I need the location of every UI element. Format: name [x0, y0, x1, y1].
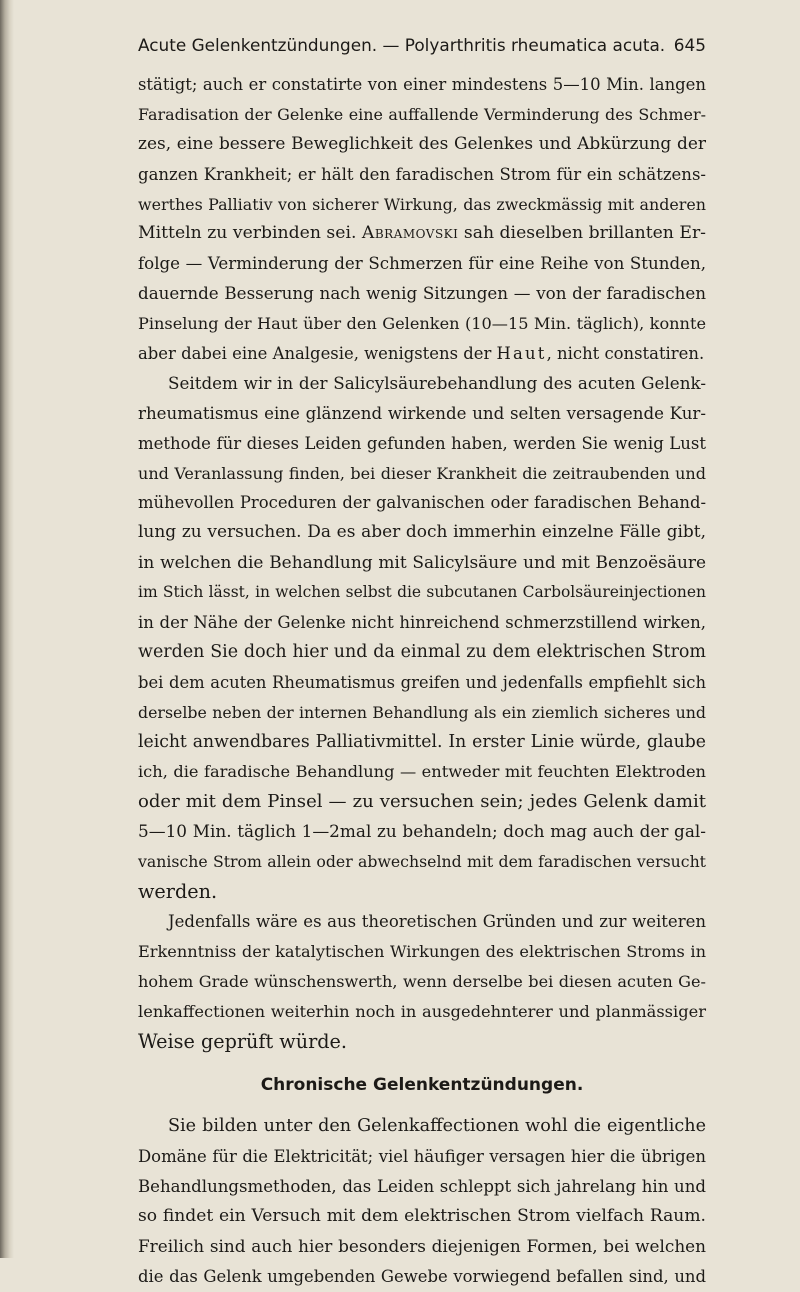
- text-line: in der Nähe der Gelenke nicht hinreichend schmerzstillend wirken,: [138, 613, 706, 633]
- text-line: Jedenfalls wäre es aus theoretischen Gründen und zur weiteren: [168, 911, 706, 931]
- text-line: oder mit dem Pinsel — zu versuchen sein; jedes Gelenk damit: [138, 791, 706, 813]
- text-line: stätigt; auch er constatirte von einer mindestens 5—10 Min. langen: [138, 75, 706, 94]
- text-line: in welchen die Behandlung mit Salicylsäure und mit Benzoësäure: [138, 552, 706, 573]
- text-line: [138, 339, 706, 369]
- text-line: dauernde Besserung nach wenig Sitzungen — von der faradischen: [138, 283, 706, 304]
- text-run: , nicht constatiren.: [546, 344, 705, 364]
- text-line: werden.: [138, 880, 218, 904]
- running-head-title: Acute Gelenkentzündungen. — Polyarthritis rheumatica acuta.: [138, 35, 666, 55]
- body-text: [138, 70, 706, 1292]
- text-line: Seitdem wir in der Salicylsäurebehandlung des acuten Gelenk-: [168, 372, 706, 393]
- text-line: methode für dieses Leiden gefunden haben, werden Sie wenig Lust: [138, 433, 706, 453]
- text-line: und Veranlassung finden, bei dieser Krankheit die zeitraubenden und: [138, 463, 706, 483]
- text-line: leicht anwendbares Palliativmittel. In erster Linie würde, glaube: [138, 731, 706, 752]
- text-line: zes, eine bessere Beweglichkeit des Gelenkes und Abkürzung der: [138, 133, 706, 154]
- text-line: ganzen Krankheit; er hält den faradischen Strom für ein schätzens-: [138, 164, 706, 184]
- text-line: vanische Strom allein oder abwechselnd mit dem faradischen versucht: [138, 852, 706, 872]
- text-line: die das Gelenk umgebenden Gewebe vorwiegend befallen sind, und: [138, 1266, 706, 1286]
- text-line: Erkenntniss der katalytischen Wirkungen des elektrischen Stroms in: [138, 941, 706, 961]
- text-line: so findet ein Versuch mit dem elektrischen Strom vielfach Raum.: [138, 1206, 706, 1227]
- text-line: Sie bilden unter den Gelenkaffectionen wohl die eigentliche: [168, 1116, 706, 1137]
- text-run: Mitteln zu verbinden sei.: [138, 223, 362, 244]
- text-line: lenkaffectionen weiterhin noch in ausgedehnterer und planmässiger: [138, 1001, 706, 1021]
- running-head: [138, 30, 706, 60]
- text-line: werthes Palliativ von sicherer Wirkung, das zweckmässig mit anderen: [138, 194, 706, 214]
- text-line: [138, 219, 706, 249]
- text-line: Behandlungsmethoden, das Leiden schleppt sich jahrelang hin und: [138, 1177, 706, 1197]
- text-line: Pinselung der Haut über den Gelenken (10—15 Min. täglich), konnte: [138, 314, 706, 334]
- text-line: folge — Verminderung der Schmerzen für eine Reihe von Stunden,: [138, 254, 706, 274]
- text-run: sah dieselben brillanten Er-: [458, 223, 706, 244]
- text-line: hohem Grade wünschenswerth, wenn derselbe bei diesen acuten Ge-: [138, 971, 706, 991]
- text-line: mühevollen Proceduren der galvanischen oder faradischen Behand-: [138, 493, 706, 513]
- text-line: Domäne für die Elektricität; viel häufiger versagen hier die übrigen: [138, 1147, 706, 1167]
- text-line: ich, die faradische Behandlung — entweder mit feuchten Elektroden: [138, 762, 706, 782]
- text-run: aber dabei eine Analgesie, wenigstens der: [138, 344, 497, 364]
- text-line: im Stich lässt, in welchen selbst die subcutanen Carbolsäureinjectionen: [138, 583, 706, 602]
- text-line: Weise geprüft würde.: [138, 1029, 348, 1053]
- page-number: 645: [673, 35, 706, 55]
- text-line: rheumatismus eine glänzend wirkende und selten versagende Kur-: [138, 403, 706, 423]
- text-line: lung zu versuchen. Da es aber doch immerhin einzelne Fälle gibt,: [138, 522, 706, 543]
- text-line: 5—10 Min. täglich 1—2mal zu behandeln; doch mag auch der gal-: [138, 821, 706, 842]
- text-line: derselbe neben der internen Behandlung als ein ziemlich sicheres und: [138, 702, 706, 722]
- book-gutter-shadow: [0, 0, 14, 1258]
- text-line: Freilich sind auch hier besonders diejenigen Formen, bei welchen: [138, 1235, 706, 1256]
- text-line: werden Sie doch hier und da einmal zu dem elektrischen Strom: [138, 641, 706, 662]
- emphasized-word: Haut: [496, 344, 547, 364]
- author-name: Abramovski: [361, 223, 459, 244]
- book-page: [138, 30, 706, 1292]
- text-line: bei dem acuten Rheumatismus greifen und jedenfalls empfiehlt sich: [138, 672, 706, 692]
- section-heading: Chronische Gelenkentzündungen.: [260, 1075, 584, 1096]
- text-line: Faradisation der Gelenke eine auffallende Verminderung des Schmer-: [138, 104, 706, 124]
